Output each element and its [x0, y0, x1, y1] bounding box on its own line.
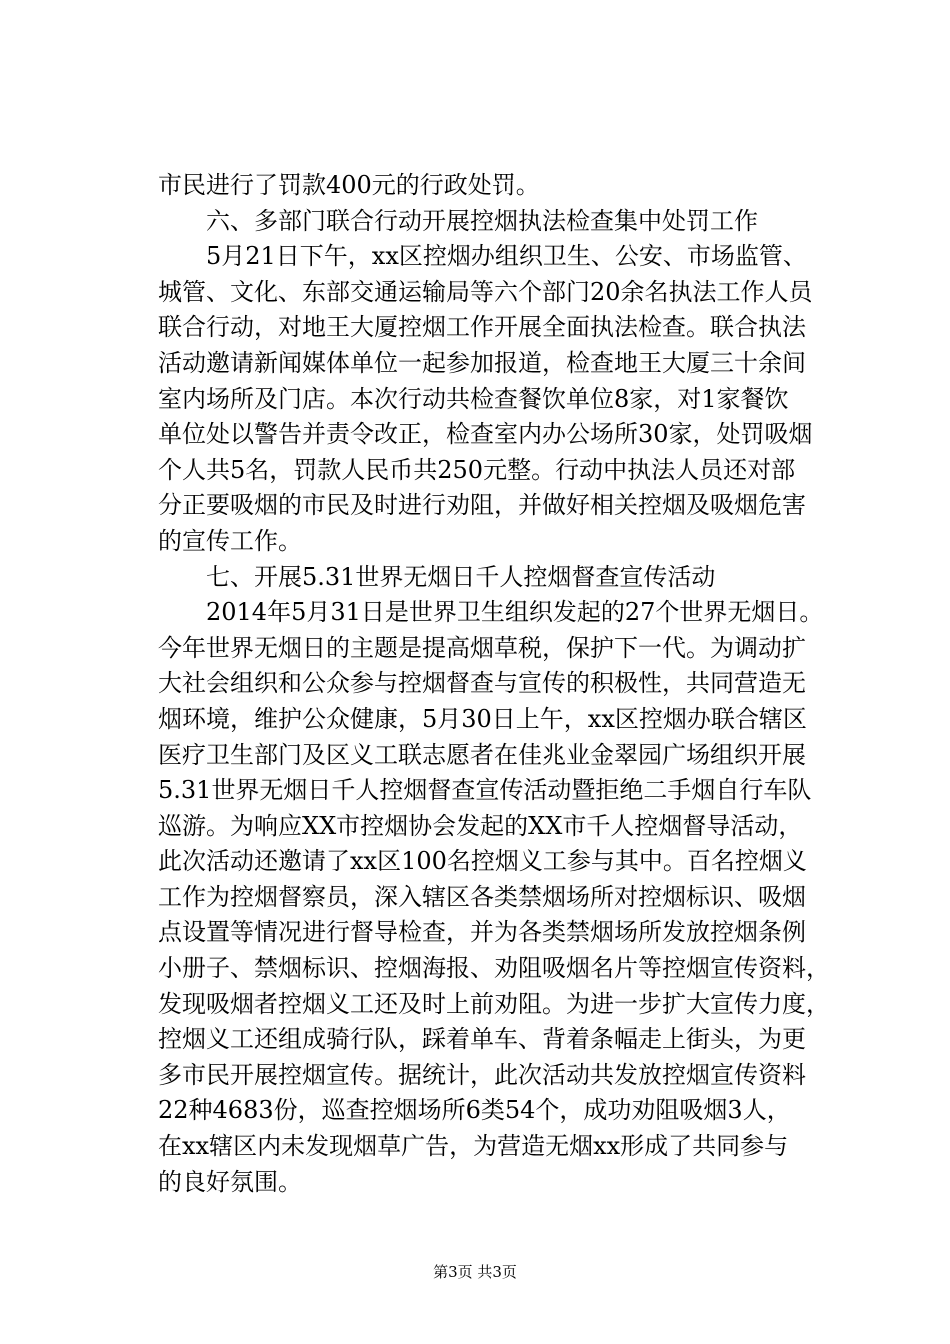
text-line: 市民进行了罚款400元的行政处罚。 — [158, 171, 540, 199]
text-line: 点设置等情况进行督导检查，并为各类禁烟场所发放控烟条例 — [158, 918, 806, 947]
text-line: 分正要吸烟的市民及时进行劝阻，并做好相关控烟及吸烟危害 — [158, 491, 806, 520]
text-line: 工作为控烟督察员，深入辖区各类禁烟场所对控烟标识、吸烟 — [158, 882, 806, 911]
text-line: 小册子、禁烟标识、控烟海报、劝阻吸烟名片等控烟宣传资料， — [158, 954, 830, 983]
text-line: 今年世界无烟日的主题是提高烟草税，保护下一代。为调动扩 — [158, 633, 806, 662]
section-heading-6: 六、多部门联合行动开展控烟执法检查集中处罚工作 — [206, 206, 758, 235]
text-line: 22种4683份，巡查控烟场所6类54个，成功劝阻吸烟3人， — [158, 1096, 791, 1125]
text-line: 的宣传工作。 — [158, 526, 302, 555]
text-line: 城管、文化、东部交通运输局等六个部门20余名执法工作人员 — [158, 277, 813, 306]
text-line: 控烟义工还组成骑行队，踩着单车、背着条幅走上街头，为更 — [158, 1025, 806, 1054]
text-line: 联合行动，对地王大厦控烟工作开展全面执法检查。联合执法 — [158, 313, 806, 342]
text-line: 5月21日下午，xx区控烟办组织卫生、公安、市场监管、 — [206, 242, 807, 271]
text-line: 医疗卫生部门及区义工联志愿者在佳兆业金翠园广场组织开展 — [158, 740, 806, 769]
text-line: 在xx辖区内未发现烟草广告，为营造无烟xx形成了共同参与 — [158, 1132, 789, 1161]
text-line: 烟环境，维护公众健康，5月30日上午，xx区控烟办联合辖区 — [158, 704, 807, 733]
text-line: 个人共5名，罚款人民币共250元整。行动中执法人员还对部 — [158, 455, 796, 484]
text-line: 多市民开展控烟宣传。据统计，此次活动共发放控烟宣传资料 — [158, 1060, 806, 1089]
page-footer: 第3页 共3页 — [433, 1263, 517, 1281]
text-line: 的良好氛围。 — [158, 1167, 302, 1196]
text-line: 单位处以警告并责令改正，检查室内办公场所30家，处罚吸烟 — [158, 420, 813, 449]
text-line: 2014年5月31日是世界卫生组织发起的27个世界无烟日。 — [206, 598, 824, 627]
text-line: 活动邀请新闻媒体单位一起参加报道，检查地王大厦三十余间 — [158, 348, 806, 377]
text-line: 巡游。为响应XX市控烟协会发起的XX市千人控烟督导活动， — [158, 811, 803, 840]
text-line: 室内场所及门店。本次行动共检查餐饮单位8家，对1家餐饮 — [158, 384, 789, 413]
text-line: 此次活动还邀请了xx区100名控烟义工参与其中。百名控烟义 — [158, 847, 807, 876]
document-body — [158, 168, 838, 1200]
text-line: 大社会组织和公众参与控烟督查与宣传的积极性，共同营造无 — [158, 669, 806, 698]
section-heading-7: 七、开展5.31世界无烟日千人控烟督查宣传活动 — [206, 562, 716, 591]
text-line: 发现吸烟者控烟义工还及时上前劝阻。为进一步扩大宣传力度， — [158, 989, 830, 1018]
text-line: 5.31世界无烟日千人控烟督查宣传活动暨拒绝二手烟自行车队 — [158, 776, 812, 805]
